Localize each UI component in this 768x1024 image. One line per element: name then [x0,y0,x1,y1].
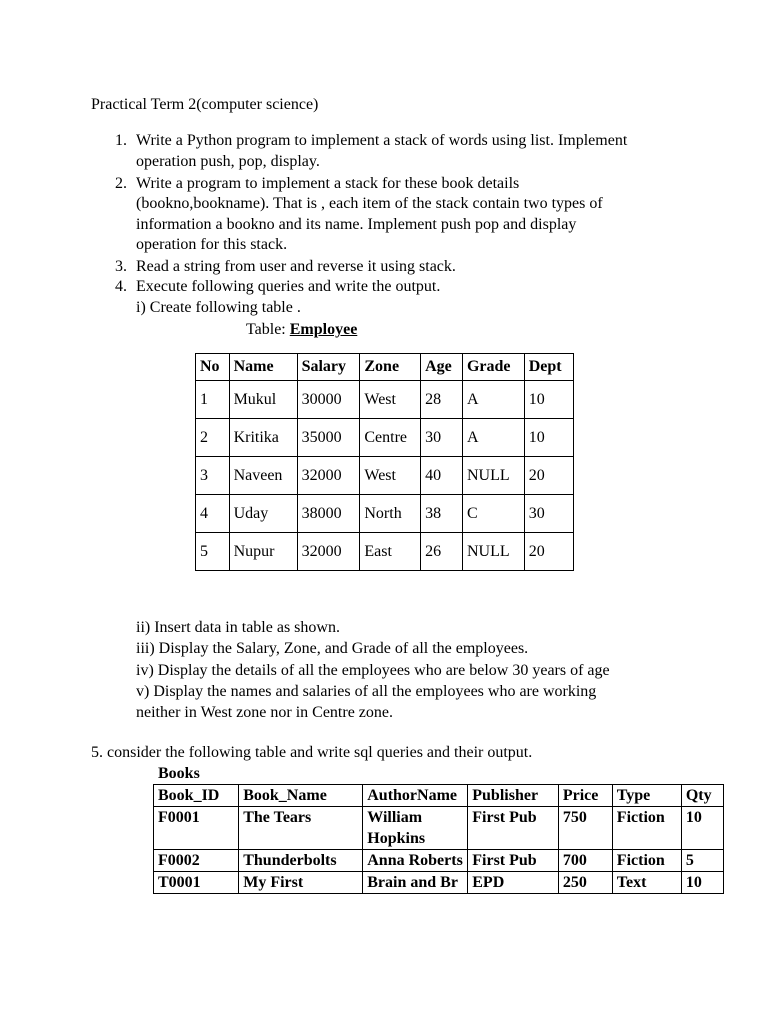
table-cell: 32000 [297,533,360,571]
table-cell: Naveen [229,457,297,495]
table-cell: Anna Roberts [363,850,468,872]
column-header: Type [612,785,681,807]
table-cell: 700 [558,850,612,872]
table-cell: Mukul [229,381,297,419]
books-title: Books [158,765,200,782]
table-cell: William Hopkins [363,807,468,850]
table-cell: Thunderbolts [239,850,363,872]
item-number: 2. [115,175,127,192]
table-cell: 3 [196,457,230,495]
table-cell: 40 [421,457,463,495]
question-5: 5. consider the following table and write sql queries and their output. [91,744,533,761]
table-cell: 2 [196,419,230,457]
column-header: Age [421,354,463,381]
column-header: No [196,354,230,381]
column-header: Price [558,785,612,807]
table-cell: Kritika [229,419,297,457]
query-text: iv) Display the details of all the employees who are below 30 years of age [136,662,610,679]
books-table [153,784,724,894]
query-text: neither in West zone nor in Centre zone. [136,704,393,721]
table-cell: My First [239,872,363,894]
table-cell: 20 [524,457,573,495]
page-title: Practical Term 2(computer science) [91,96,319,113]
table-cell: Fiction [612,807,681,850]
item-number: 1. [115,132,127,149]
table-cell: 10 [524,381,573,419]
table-cell: 35000 [297,419,360,457]
table-cell: Nupur [229,533,297,571]
item-text: operation push, pop, display. [136,153,320,170]
table-cell: 250 [558,872,612,894]
item-number: 4. [115,278,127,295]
table-cell: NULL [462,533,524,571]
table-cell: T0001 [154,872,239,894]
table-label: Table: [246,321,286,338]
table-cell: First Pub [468,850,559,872]
table-cell: NULL [462,457,524,495]
item-text: Write a program to implement a stack for these book details [136,175,520,192]
table-cell: East [360,533,421,571]
table-cell: West [360,457,421,495]
table-row [196,381,574,419]
table-cell: 10 [681,872,723,894]
table-name: Employee [289,321,358,338]
table-cell: 5 [681,850,723,872]
table-cell: C [462,495,524,533]
column-header: Zone [360,354,421,381]
table-cell: 30 [421,419,463,457]
table-row [196,533,574,571]
query-text: ii) Insert data in table as shown. [136,619,340,636]
table-cell: A [462,419,524,457]
table-cell: 5 [196,533,230,571]
table-caption [246,320,357,340]
table-cell: A [462,381,524,419]
table-row [154,807,724,850]
item-text: Execute following queries and write the output. [136,278,441,295]
column-header: Qty [681,785,723,807]
table-cell: The Tears [239,807,363,850]
item-text: Write a Python program to implement a stack of words using list. Implement [136,132,628,149]
sub-item: i) Create following table . [136,299,301,316]
table-row [196,495,574,533]
column-header: Salary [297,354,360,381]
table-cell: 20 [524,533,573,571]
table-cell: 30000 [297,381,360,419]
table-cell: Centre [360,419,421,457]
table-cell: Text [612,872,681,894]
table-row [196,419,574,457]
table-cell: 4 [196,495,230,533]
table-row [154,850,724,872]
table-cell: 32000 [297,457,360,495]
column-header: Publisher [468,785,559,807]
employee-table [195,353,574,571]
table-cell: 30 [524,495,573,533]
table-cell: 750 [558,807,612,850]
column-header: Dept [524,354,573,381]
item-text: operation for this stack. [136,236,288,253]
query-text: v) Display the names and salaries of all the employees who are working [136,683,597,700]
table-cell: 38000 [297,495,360,533]
table-cell: 10 [681,807,723,850]
table-cell: Uday [229,495,297,533]
table-cell: Fiction [612,850,681,872]
column-header: Name [229,354,297,381]
column-header: Book_ID [154,785,239,807]
table-cell: 26 [421,533,463,571]
table-cell: 10 [524,419,573,457]
table-cell: 28 [421,381,463,419]
table-cell: West [360,381,421,419]
table-cell: 38 [421,495,463,533]
column-header: Grade [462,354,524,381]
item-text: (bookno,bookname). That is , each item of the stack contain two types of [136,195,603,212]
table-cell: F0002 [154,850,239,872]
item-text: information a bookno and its name. Implement push pop and display [136,216,577,233]
item-number: 3. [115,258,127,275]
item-text: Read a string from user and reverse it using stack. [136,258,456,275]
query-text: iii) Display the Salary, Zone, and Grade of all the employees. [136,640,529,657]
table-header-row [154,785,724,807]
table-cell: North [360,495,421,533]
table-cell: Brain and Br [363,872,468,894]
column-header: Book_Name [239,785,363,807]
table-header-row [196,354,574,381]
table-cell: EPD [468,872,559,894]
column-header: AuthorName [363,785,468,807]
table-cell: First Pub [468,807,559,850]
table-row [154,872,724,894]
table-cell: 1 [196,381,230,419]
table-row [196,457,574,495]
table-cell: F0001 [154,807,239,850]
